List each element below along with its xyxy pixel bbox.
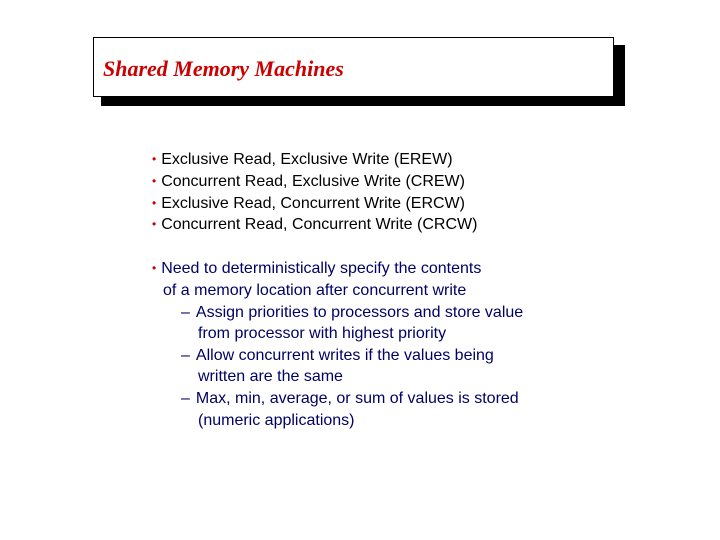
model-text: Concurrent Read, Exclusive Write (CREW) — [161, 173, 465, 190]
model-text: Exclusive Read, Exclusive Write (EREW) — [161, 151, 453, 168]
model-text: Concurrent Read, Concurrent Write (CRCW) — [161, 216, 478, 233]
sub-text-line1: Allow concurrent writes if the values being — [195, 347, 494, 364]
list-item — [152, 214, 477, 236]
bullet-icon: • — [152, 174, 157, 188]
note-text-line2: of a memory location after concurrent write — [163, 282, 467, 299]
sub-text-line2: (numeric applications) — [198, 412, 355, 429]
note-text-line1: Need to deterministically specify the contents — [161, 260, 482, 277]
sub-text-line2: written are the same — [198, 368, 343, 385]
list-item — [152, 171, 465, 193]
dash-icon: – — [181, 304, 190, 321]
sub-item — [181, 345, 494, 366]
dash-icon: – — [181, 390, 190, 407]
slide-title: Shared Memory Machines — [103, 56, 344, 81]
sub-text-line1: Assign priorities to processors and store value — [195, 304, 524, 321]
list-item — [152, 149, 453, 171]
bullet-icon: • — [152, 196, 157, 210]
model-text: Exclusive Read, Concurrent Write (ERCW) — [161, 195, 465, 212]
list-item — [152, 193, 465, 215]
dash-icon: – — [181, 347, 190, 364]
bullet-icon: • — [152, 152, 157, 166]
sub-text-line1: Max, min, average, or sum of values is stored — [195, 390, 519, 407]
sub-item — [181, 302, 523, 323]
note-item — [152, 258, 481, 280]
bullet-icon: • — [152, 261, 157, 275]
bullet-icon: • — [152, 217, 157, 231]
sub-item — [181, 388, 519, 409]
sub-text-line2: from processor with highest priority — [198, 325, 447, 342]
title-box — [93, 37, 614, 97]
